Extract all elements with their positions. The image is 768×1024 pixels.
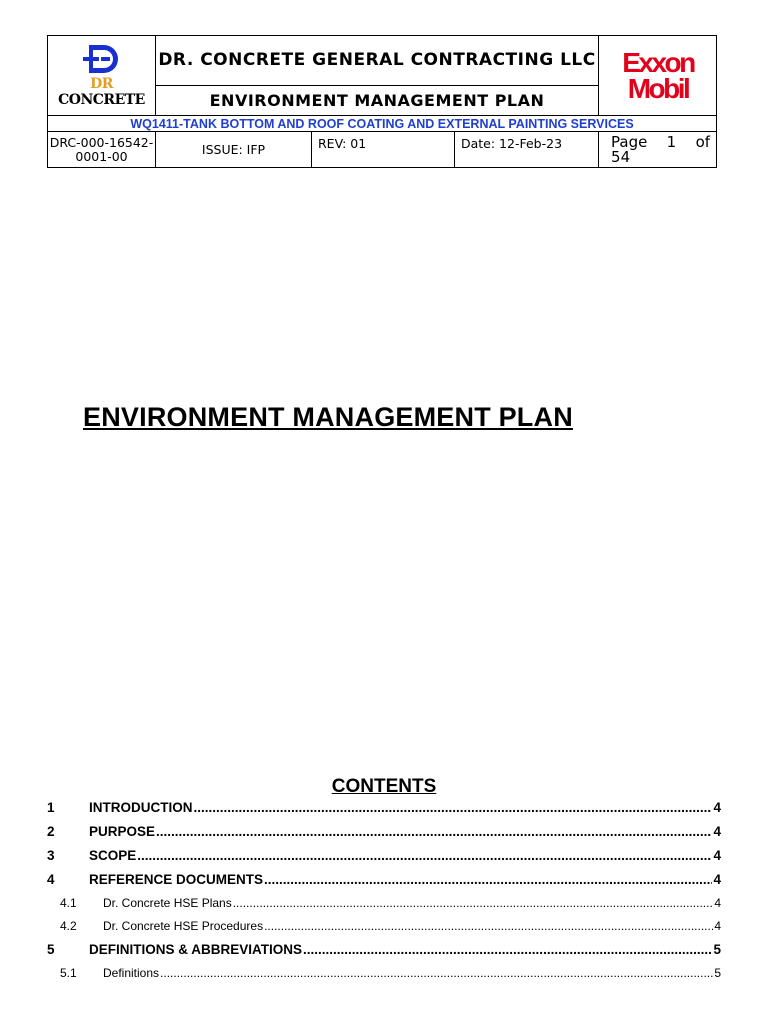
document-title: ENVIRONMENT MANAGEMENT PLAN [83,402,573,432]
dr-concrete-logo-cell [48,36,156,116]
toc-entry-scope[interactable]: 3 SCOPE ..... 4 [47,848,721,863]
project-title: WQ1411-TANK BOTTOM AND ROOF COATING AND EXTERNAL PAINTING SERVICES [48,116,717,132]
document-header-table [47,35,717,168]
dr-concrete-logo [48,44,155,108]
page-number: Page 1 of 54 [599,132,717,168]
contents-heading: CONTENTS [331,776,437,797]
dr-concrete-mark-icon [80,44,124,74]
svg-text:Exxon: Exxon [621,46,694,78]
toc-entry-hse-procedures[interactable]: 4.2 Dr. Concrete HSE Procedures ..... 4 [47,919,721,933]
toc-entry-introduction[interactable]: 1 INTRODUCTION ..... 4 [47,800,721,815]
exxonmobil-logo [610,47,706,101]
toc-entry-purpose[interactable]: 2 PURPOSE ..... 4 [47,824,721,839]
doc-number: DRC-000-16542- 0001-00 [48,132,156,168]
svg-text:Mobil: Mobil [627,72,688,101]
date: Date: 12-Feb-23 [455,132,599,168]
revision: REV: 01 [312,132,455,168]
plan-title-cell: ENVIRONMENT MANAGEMENT PLAN [156,86,599,116]
issue-status: ISSUE: IFP [156,132,312,168]
company-name: DR. CONCRETE GENERAL CONTRACTING LLC [156,36,599,86]
dr-concrete-wordmark: DR CONCRETE [58,75,145,108]
toc-entry-hse-plans[interactable]: 4.1 Dr. Concrete HSE Plans ..... 4 [47,896,721,910]
toc-entry-definitions[interactable]: 5.1 Definitions ..... 5 [47,966,721,980]
exxonmobil-logo-cell [599,36,717,116]
toc-entry-definitions-abbreviations[interactable]: 5 DEFINITIONS & ABBREVIATIONS ..... 5 [47,942,721,957]
toc-entry-reference-documents[interactable]: 4 REFERENCE DOCUMENTS ..... 4 [47,872,721,887]
